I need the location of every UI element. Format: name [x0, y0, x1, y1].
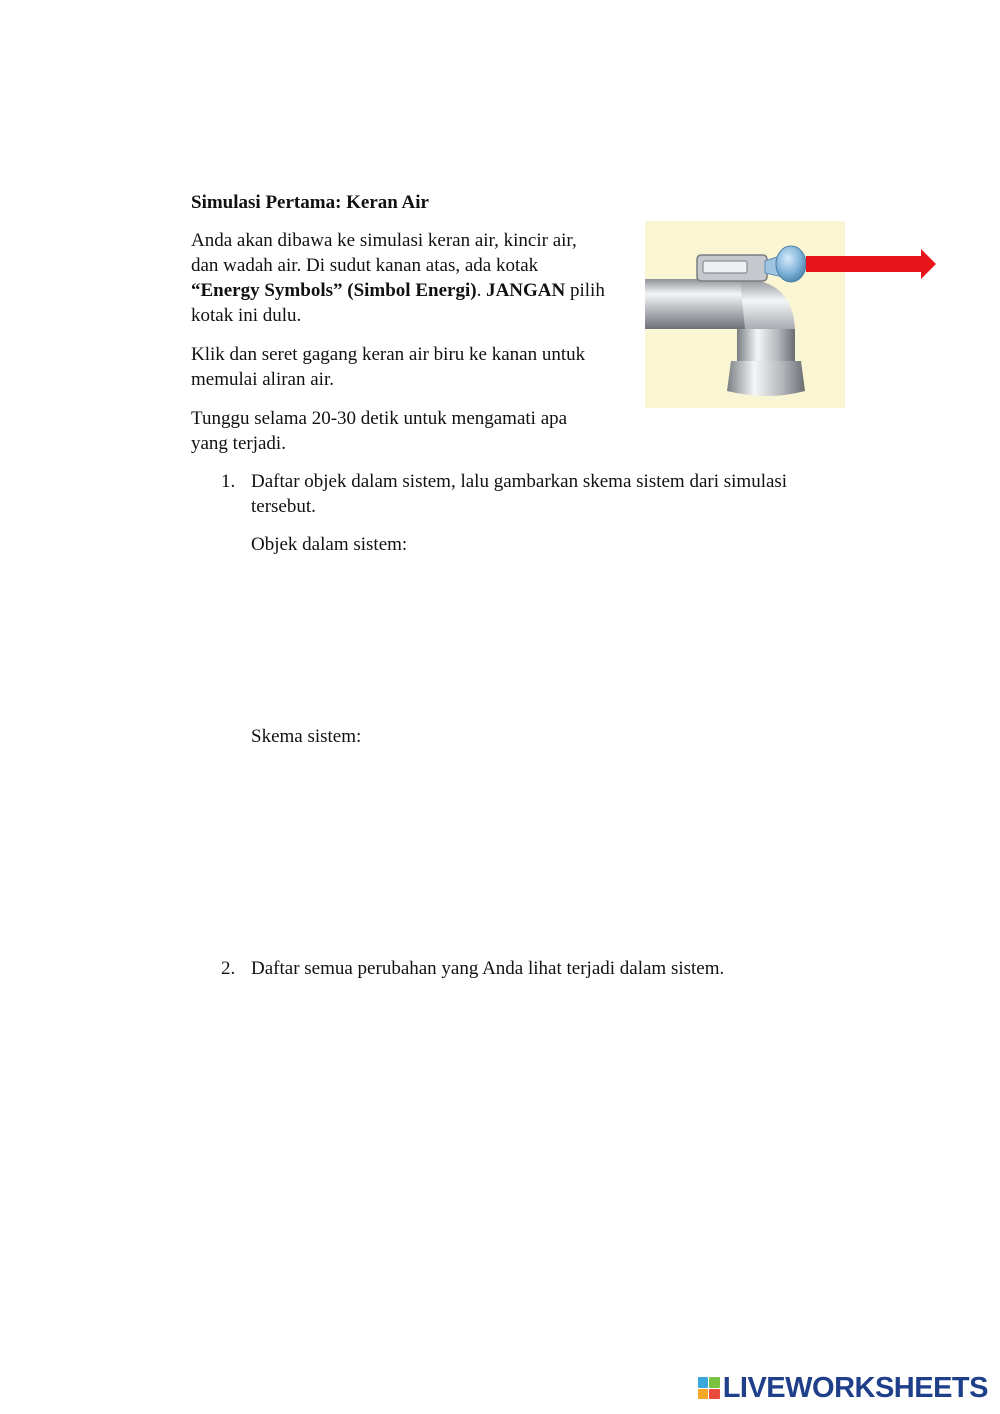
warning-word: JANGAN [486, 280, 566, 301]
question-line: tersebut. [251, 496, 316, 517]
liveworksheets-logo [698, 1370, 988, 1406]
question-text [251, 469, 851, 519]
liveworksheets-logo-icon [698, 1377, 720, 1399]
question-number: 1. [221, 471, 236, 492]
question-number: 2. [221, 958, 236, 979]
question-line: Daftar semua perubahan yang Anda lihat terjadi dalam sistem. [251, 958, 725, 979]
wait-paragraph [191, 406, 641, 456]
intro-paragraph [191, 228, 641, 328]
section-heading: Simulasi Pertama: Keran Air [191, 192, 429, 213]
intro-line: Anda akan dibawa ke simulasi keran air, kincir air, [191, 230, 577, 251]
wait-line: yang terjadi. [191, 433, 286, 454]
intro-separator: . [476, 280, 487, 301]
water-tap-icon [645, 221, 945, 411]
liveworksheets-wordmark: LIVEWORKSHEETS [722, 1371, 988, 1404]
schema-prompt: Skema sistem: [251, 726, 362, 747]
question-text [251, 956, 851, 981]
instruction-line: memulai aliran air. [191, 369, 334, 390]
intro-line: kotak ini dulu. [191, 305, 302, 326]
question-line: Daftar objek dalam sistem, lalu gambarkan skema sistem dari simulasi [251, 471, 788, 492]
instruction-paragraph [191, 342, 641, 392]
wait-line: Tunggu selama 20-30 detik untuk mengamati apa [191, 408, 568, 429]
energy-symbols-label: “Energy Symbols” (Simbol Energi) [191, 280, 477, 301]
intro-line: pilih [565, 280, 605, 301]
direction-arrow [806, 256, 923, 272]
instruction-line: Klik dan seret gagang keran air biru ke kanan untuk [191, 344, 586, 365]
objects-prompt: Objek dalam sistem: [251, 534, 408, 555]
intro-line: dan wadah air. Di sudut kanan atas, ada kotak [191, 255, 539, 276]
